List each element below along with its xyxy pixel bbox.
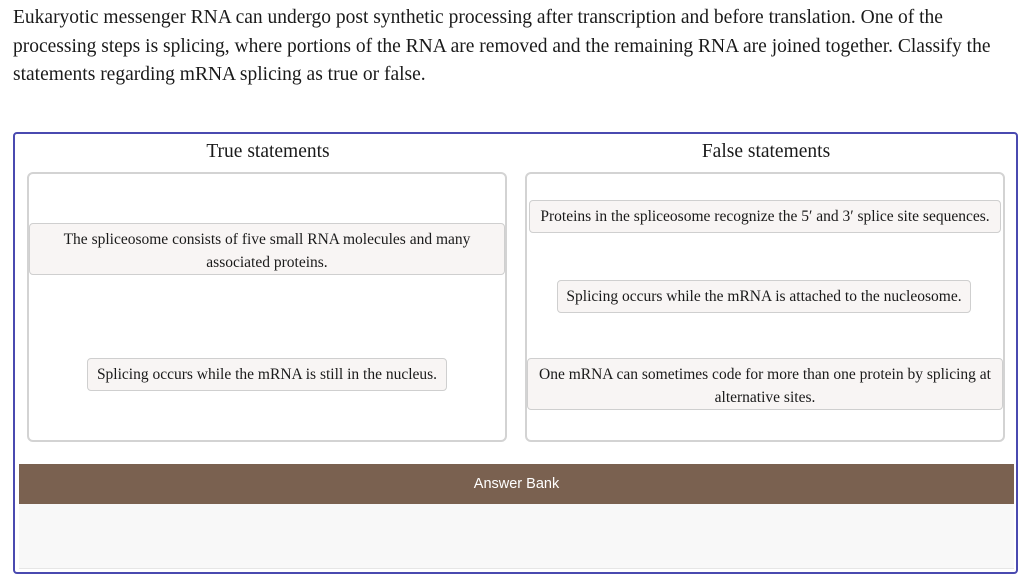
classification-frame: [13, 132, 1018, 574]
answer-bank-area[interactable]: [19, 504, 1014, 569]
question-text: Eukaryotic messenger RNA can undergo post synthetic processing after transcription and before translation. One of the processing steps is splicing, where portions of the RNA are removed and the remaining RNA are joined together. Classify the statements regarding mRNA splicing as true or false.: [13, 7, 991, 85]
false-column-header: False statements: [701, 141, 831, 162]
answer-bank-header: Answer Bank: [19, 464, 1014, 504]
statement-card[interactable]: Splicing occurs while the mRNA is attached to the nucleosome.: [557, 280, 971, 313]
true-column-header: True statements: [206, 141, 330, 162]
statement-card[interactable]: The spliceosome consists of five small RNA molecules and many associated proteins.: [29, 223, 505, 275]
statement-card[interactable]: Splicing occurs while the mRNA is still in the nucleus.: [87, 358, 447, 391]
false-statements-bin[interactable]: [525, 172, 1005, 442]
statement-card[interactable]: One mRNA can sometimes code for more than one protein by splicing at alternative sites.: [527, 358, 1003, 410]
statement-card[interactable]: Proteins in the spliceosome recognize the 5′ and 3′ splice site sequences.: [529, 200, 1001, 233]
true-statements-bin[interactable]: [27, 172, 507, 442]
